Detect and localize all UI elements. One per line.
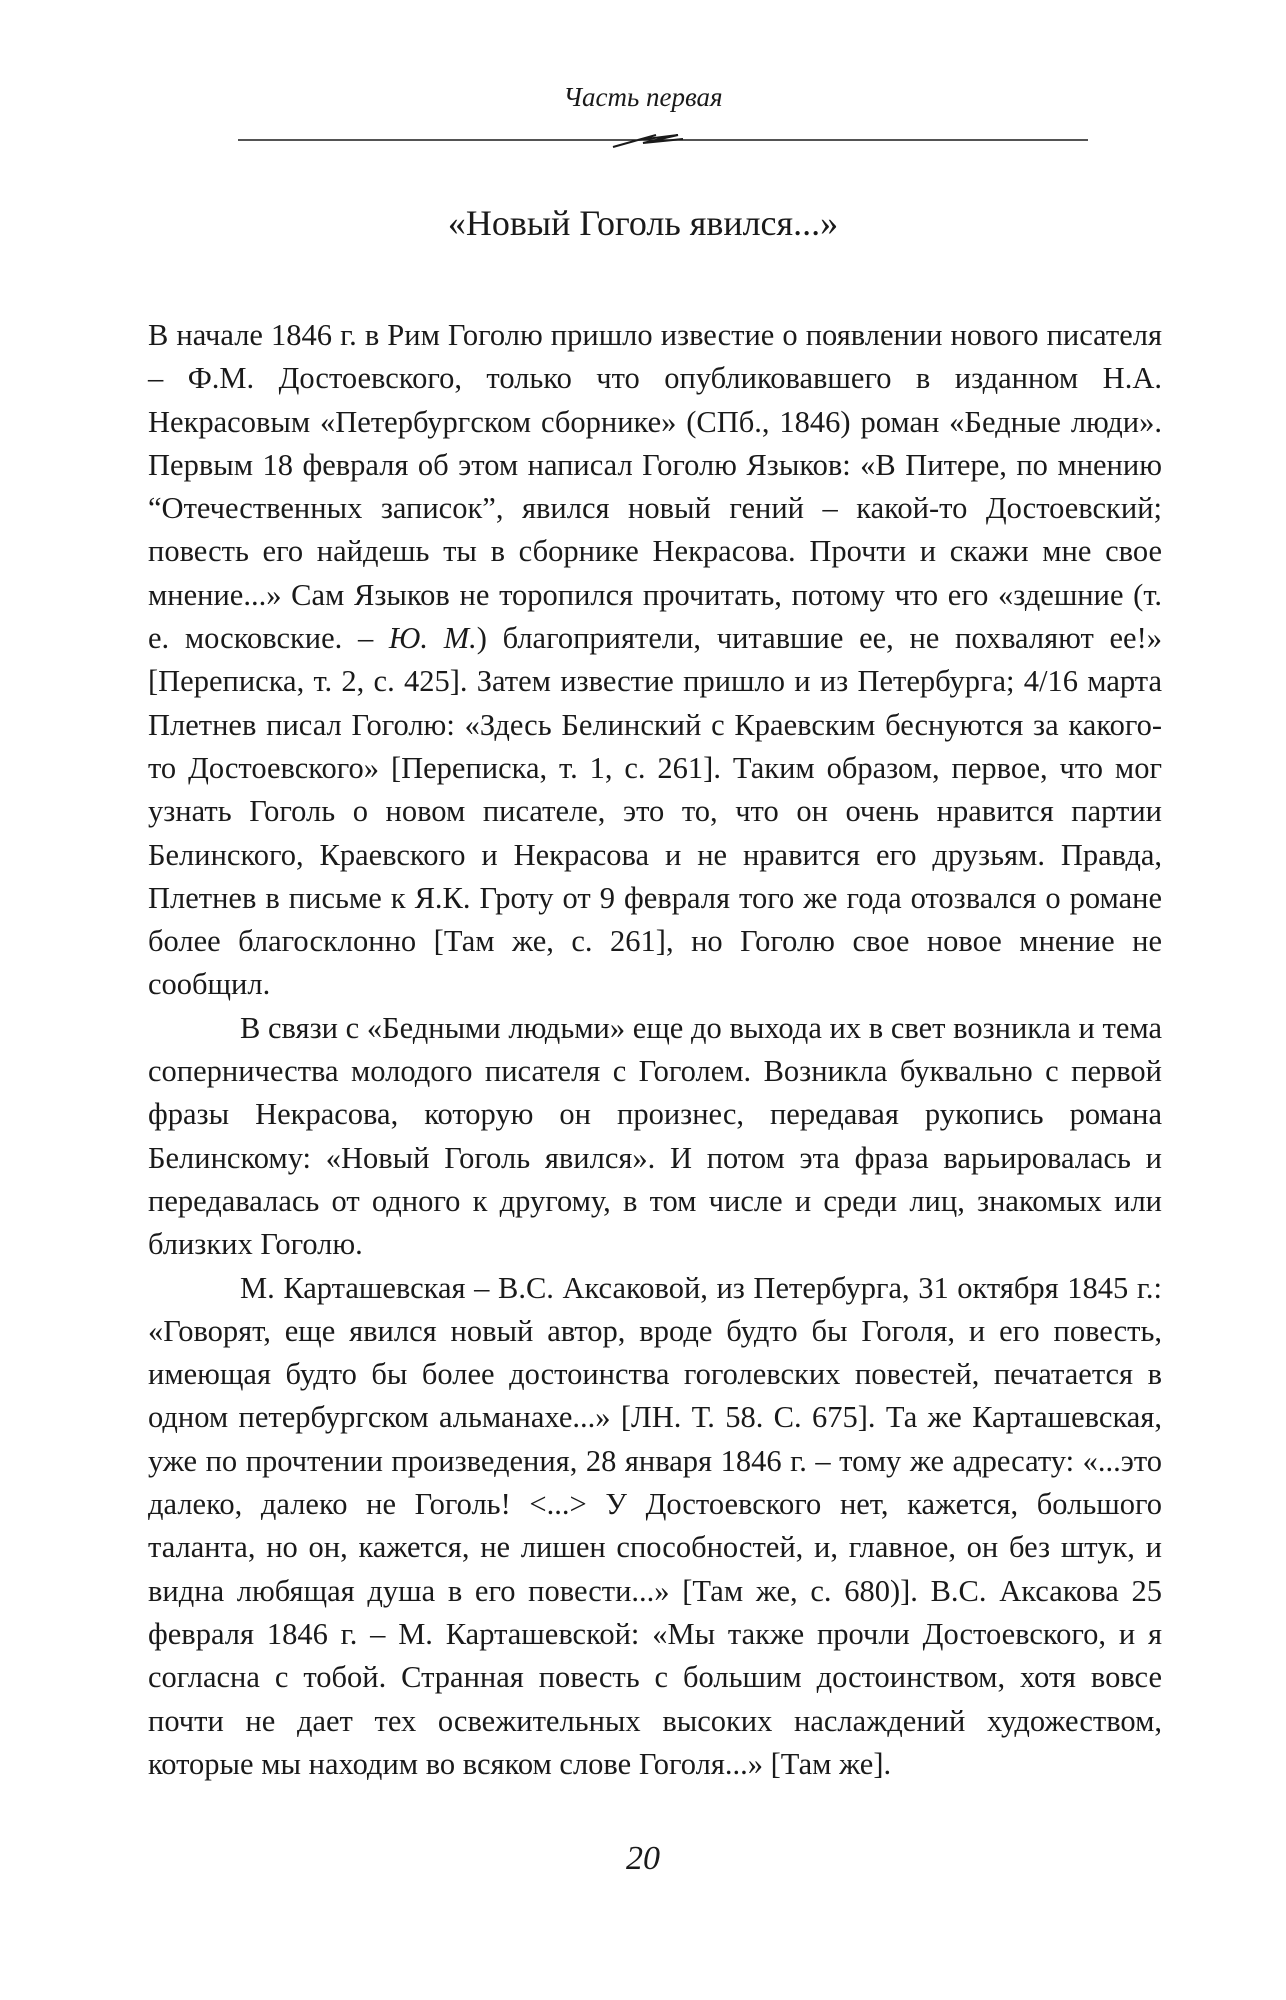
running-head: Часть первая [563,82,723,112]
body-text [148,314,1162,1786]
header-rule-ornament [238,128,1088,152]
author-initials: Ю. М. [388,621,477,656]
paragraph-1-text-b: ) благоприятели, читавшие ее, не похваляют ее!» [Переписка, т. 2, с. 425]. Затем известие пришло и из Петербурга; 4/16 марта Плетнев писал Гоголю: «Здесь Белинский с Краевским беснуются за какого-то Достоевского» [Переписка, т. 1, с. 261]. Таким образом, первое, что мог узнать Гоголь о новом писателе, это то, что он очень нравится партии Белинского, Краевского и Некрасова и не нравится его друзьям. Правда, Плетнев в письме к Я.К. Гроту от 9 февраля того же года отозвался о романе более благосклонно [Там же, с. 261], но Гоголю свое новое мнение не сообщил. [148,621,1162,1002]
page-number: 20 [626,1840,660,1877]
chapter-title: «Новый Гоголь явился...» [447,203,839,243]
paragraph-2: В связи с «Бедными людьми» еще до выхода их в свет возникла и тема соперничества молодого писателя с Гоголем. Возникла буквально с первой фразы Некрасова, которую он произнес, передавая рукопись романа Белинскому: «Новый Гоголь явился». И потом эта фраза варьировалась и передавалась от одного к другому, в том числе и среди лиц, знакомых или близких Гоголю. [148,1010,1162,1262]
paragraph-1-text-a: В начале 1846 г. в Рим Гоголю пришло известие о появлении нового писателя – Ф.М. Достоевского, только что опубликовавшего в изданном Н.А. Некрасовым «Петербургском сборнике» (СПб., 1846) роман «Бедные люди». Первым 18 февраля об этом написал Гоголю Языков: «В Питере, по мнению “Отечественных записок”, явился новый гений – какой-то Достоевский; повесть его найдешь ты в сборнике Некрасова. Прочти и скажи мне свое мнение...» Сам Языков не торопился прочитать, потому что его «здешние (т. е. московские. – [148,318,1162,656]
paragraph-3: М. Карташевская – В.С. Аксаковой, из Петербурга, 31 октября 1845 г.: «Говорят, еще явился новый автор, вроде будто бы Гоголя, и его повесть, имеющая будто бы более достоинства гоголевских повестей, печатается в одном петербургском альманахе...» [ЛН. Т. 58. С. 675]. Та же Карташевская, уже по прочтении произведения, 28 января 1846 г. – тому же адресату: «...это далеко, далеко не Гоголь! <...> У Достоевского нет, кажется, большого таланта, но он, кажется, не лишен способностей, и, главное, он без штук, и видна любящая душа в его повести...» [Там же, с. 680)]. В.С. Аксакова 25 февраля 1846 г. – М. Карташевской: «Мы также прочли Достоевского, и я согласна с тобой. Странная повесть с большим достоинством, хотя вовсе почти не дает тех освежительных высоких наслаждений художеством, которые мы находим во всяком слове Гоголя...» [Там же]. [148,1270,1162,1781]
paragraph-1 [148,314,1162,1007]
